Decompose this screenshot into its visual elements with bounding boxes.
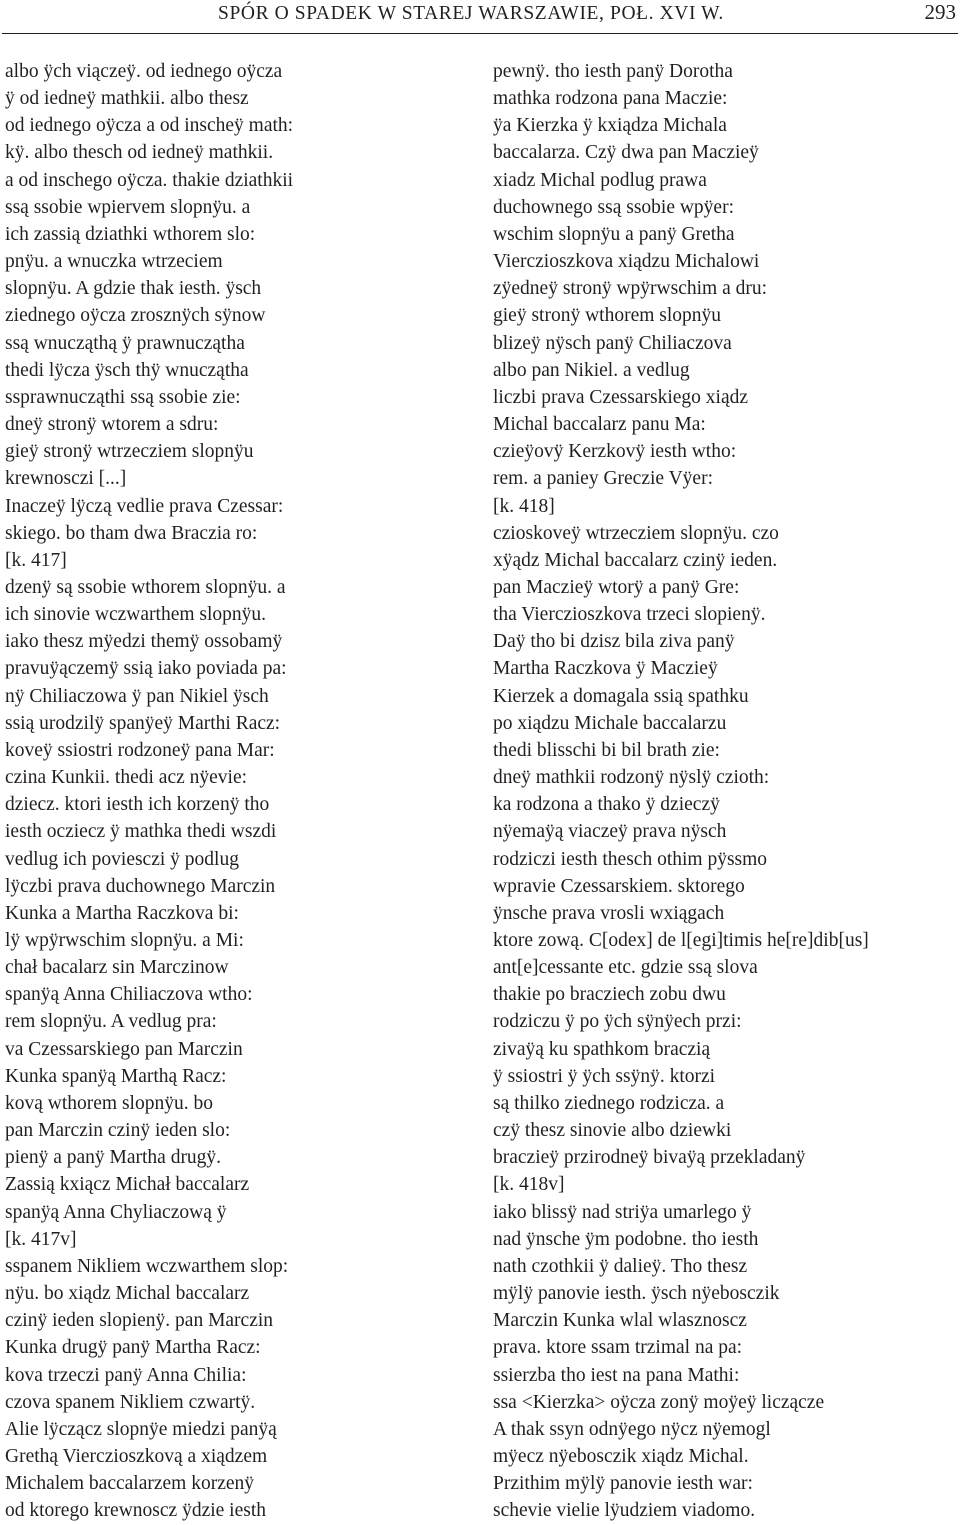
right-column-line: duchownego ssą ssobie wpÿer:	[493, 196, 734, 218]
left-column-line: pnÿu. a wnuczka wtrzeciem	[5, 251, 223, 273]
right-column-line: ssierzba tho iest na pana Mathi:	[493, 1364, 740, 1386]
left-column-line: Grethą Viercziоszkovą a xiądzem	[5, 1445, 268, 1467]
left-column-line: spanÿą Anna Chiliaczova wtho:	[5, 984, 253, 1006]
left-column-line: Kunka a Martha Raczkova bi:	[5, 902, 239, 924]
right-column-line: pewnÿ. tho iesth panÿ Dorotha	[493, 61, 733, 82]
left-column-line: ÿ od iedneÿ mathkii. albo thesz	[5, 88, 249, 110]
left-column-line: ssą ssobie wpiervem slopnÿu. a	[5, 196, 251, 218]
left-column-line: czinÿ ieden slopienÿ. pan Marczin	[5, 1310, 274, 1332]
left-column-line: czina Kunkii. thedi acz nÿevie:	[5, 767, 248, 789]
left-column-line: thedi lÿcza ÿsch thÿ wnuczątha	[5, 359, 249, 381]
right-column-line: Kierzek a domagala ssią spathku	[493, 685, 749, 707]
right-column-line: Daÿ tho bi dzisz bila ziva panÿ	[493, 631, 735, 653]
left-column-line: Alie lÿcząсz slopnÿe miedzi panÿą	[5, 1418, 277, 1440]
left-column-line: [k. 417]	[5, 549, 67, 571]
left-column-line: Kunka drugÿ panÿ Martha Racz:	[5, 1337, 261, 1359]
left-column-line: kova trzeczi panÿ Anna Chilia:	[5, 1364, 247, 1386]
left-column-line: ssprawnucząthi ssą ssobie zie:	[5, 386, 241, 408]
left-text-column	[5, 58, 445, 1524]
left-column-line: a od inschego oÿcza. thakie dziathkii	[5, 169, 294, 191]
left-column-line: chał bacalarz sin Marczinow	[5, 957, 229, 979]
running-header	[0, 0, 960, 34]
right-column-line: albo pan Nikiel. a vedlug	[493, 359, 690, 381]
right-column-line: ant[e]cessante etc. gdzie ssą slova	[493, 957, 758, 979]
right-column-line: Michal baccalarz panu Ma:	[493, 414, 706, 436]
left-column-line: skiego. bo tham dwa Braczia ro:	[5, 522, 258, 544]
right-column-line: nad ÿnsche ÿm podobne. tho iesth	[493, 1228, 759, 1250]
right-column-line: [k. 418]	[493, 495, 555, 517]
left-column-line: nÿu. bo xiądz Michal baccalarz	[5, 1283, 250, 1305]
right-column-line: ktore zową. C[odex] de l[egi]timis he[re]dib[us]	[493, 930, 869, 951]
right-column-line: ÿnsche prava vrosli wxiągach	[493, 902, 725, 924]
right-column-line: czÿ thesz sinovie albo dziewki	[493, 1120, 732, 1142]
right-column-line: wschim slopnÿu a panÿ Gretha	[493, 223, 735, 245]
left-column-line: ich sinovie wczwarthem slopnÿu.	[5, 604, 267, 626]
right-column-line: wpravie Czessarskiem. sktorego	[493, 875, 745, 897]
right-column-line: mathka rodzona pana Maczie:	[493, 88, 728, 110]
right-column-line: A thak ssyn odnÿego nÿcz nÿemogl	[493, 1418, 771, 1440]
left-column-line: Inaczeÿ lÿczą vedlie prava Czessar:	[5, 495, 284, 517]
right-column-line: Marczin Kunka wlal wlasznoscz	[493, 1310, 747, 1332]
left-column-line: od ktorego krewnoscz ÿdzie iesth	[5, 1500, 267, 1522]
right-column-line: [k. 418v]	[493, 1174, 565, 1196]
right-column-line: liczbi prava Czessarskiego xiądz	[493, 386, 749, 408]
left-column-line: sspanem Nikliem wczwarthem slop:	[5, 1255, 289, 1277]
left-column-line: Zassią kxiącz Michał baccalarz	[5, 1174, 250, 1196]
right-column-line: rodziczi iesth thesch othim pÿssmo	[493, 848, 768, 870]
running-header-title: SPÓR O SPADEK W STAREJ WARSZAWIE, POŁ. XVI W.	[218, 3, 724, 24]
right-column-line: braczieÿ przirodneÿ bivaÿą przekladanÿ	[493, 1147, 806, 1169]
right-column-line: czioskoveÿ wtrzecziem slopnÿu. czo	[493, 522, 779, 544]
right-column-line: prava. ktore ssam trzimal na pa:	[493, 1337, 743, 1359]
left-column-line: [k. 417v]	[5, 1228, 77, 1250]
header-rule	[2, 33, 958, 34]
left-column-line: lÿczbi prava duchownego Marczin	[5, 875, 276, 897]
right-column-line: ÿ ssiostri ÿ ÿch ssÿnÿ. ktorzi	[493, 1065, 716, 1087]
left-column-line: pienÿ a panÿ Martha drugÿ.	[5, 1147, 222, 1169]
left-column-line: albo ÿch viączeÿ. od iednego oÿcza	[5, 61, 283, 82]
right-column-line: blizeÿ nÿsch panÿ Chiliaczova	[493, 332, 732, 354]
left-column-line: pan Marczin czinÿ ieden slo:	[5, 1120, 231, 1142]
right-column-line: dneÿ mathkii rodzonÿ nÿslÿ czioth:	[493, 767, 770, 789]
right-column-line: Przithim mÿlÿ panovie iesth war:	[493, 1473, 753, 1495]
left-column-line: nÿ Chiliaczowa ÿ pan Nikiel ÿsch	[5, 685, 269, 707]
left-column-line: koveÿ ssiostri rodzoneÿ pana Mar:	[5, 739, 275, 761]
left-column-line: vedlug ich poviesczi ÿ podlug	[5, 848, 239, 870]
right-column-line: baccalarza. Czÿ dwa pan Maczieÿ	[493, 142, 759, 164]
right-column-line: thakie po bracziech zobu dwu	[493, 984, 726, 1006]
right-text-column	[493, 58, 955, 1524]
right-column-line: mÿecz nÿebosczik xiądz Michal.	[493, 1445, 749, 1467]
left-column-line: va Czessarskiego pan Marczin	[5, 1038, 243, 1060]
left-column-line: slopnÿu. A gdzie thak iesth. ÿsch	[5, 278, 262, 300]
left-column-line: kovą wthorem slopnÿu. bo	[5, 1092, 213, 1114]
right-column-line: Vierczioszkova xiądzu Michalowi	[493, 251, 760, 273]
left-column-line: czova spanem Nikliem czwartÿ.	[5, 1391, 256, 1413]
right-column-line: zivaÿą ku spathkom braczią	[493, 1038, 711, 1060]
left-column-line: ich zassią dziathki wthorem slo:	[5, 223, 256, 245]
right-column-line: po xiądzu Michale baccalarzu	[493, 712, 727, 734]
left-column-line: lÿ wpÿrwschim slopnÿu. a Mi:	[5, 930, 244, 951]
right-column-line: nath czothkii ÿ dalieÿ. Tho thesz	[493, 1255, 748, 1277]
right-column-line: xiadz Michal podlug prawa	[493, 169, 707, 191]
right-column-line: ssa <Kierzka> oÿcza zonÿ moÿeÿ liczącze	[493, 1391, 825, 1413]
right-column-line: gieÿ stronÿ wthorem slopnÿu	[493, 305, 722, 327]
left-column-line: dzenÿ są ssobie wthorem slopnÿu. a	[5, 576, 286, 598]
left-column-line: dneÿ stronÿ wtorem a sdru:	[5, 414, 219, 436]
right-column-line: schevie vielie lÿudziem viadomo.	[493, 1500, 756, 1522]
left-column-line: iako thesz mÿedzi themÿ ossobamÿ	[5, 631, 283, 653]
right-column-line: Martha Raczkova ÿ Maczieÿ	[493, 658, 718, 680]
left-column-line: gieÿ stronÿ wtrzecziem slopnÿu	[5, 441, 254, 463]
left-column-line: od iednego oÿcza a od inscheÿ math:	[5, 115, 294, 137]
left-column-line: Michalem baccalarzem korzenÿ	[5, 1473, 255, 1495]
right-column-line: tha Vierczioszkova trzeci slopienÿ.	[493, 604, 766, 626]
left-column-line: Kunka spanÿą Marthą Racz:	[5, 1065, 227, 1087]
left-column-line: ssą wnucząthą ÿ prawnuczątha	[5, 332, 245, 354]
page-number: 293	[924, 0, 956, 24]
right-column-line: pan Maczieÿ wtorÿ a panÿ Gre:	[493, 576, 740, 598]
left-column-line: iesth ocziecz ÿ mathka thedi wszdi	[5, 821, 277, 843]
right-column-line: rem. a paniey Greczie Vÿer:	[493, 468, 713, 490]
left-column-line: rem slopnÿu. A vedlug pra:	[5, 1011, 217, 1033]
right-column-line: xÿądz Michal baccalarz czinÿ ieden.	[493, 549, 778, 571]
left-column-line: pravuÿączemÿ ssią iako poviada pa:	[5, 658, 287, 680]
right-column-line: są thilko ziednego rodzicza. a	[493, 1092, 725, 1114]
right-column-line: thedi blisschi bi bil brath zie:	[493, 739, 720, 761]
right-column-line: ka rodzona a thako ÿ dzieczÿ	[493, 794, 720, 816]
right-column-line: ÿa Kierzka ÿ kxiądza Michala	[493, 115, 727, 137]
right-column-line: iako blissÿ nad striÿa umarlego ÿ	[493, 1201, 752, 1223]
right-column-line: czieÿovÿ Kerzkovÿ iesth wtho:	[493, 441, 737, 463]
right-column-line: nÿemaÿą viaczeÿ prava nÿsch	[493, 821, 727, 843]
left-column-line: ziednego oÿcza zrosznÿch sÿnow	[5, 305, 266, 327]
left-column-line: spanÿą Anna Chyliaczową ÿ	[5, 1201, 227, 1223]
left-column-line: ssią urodzilÿ spanÿeÿ Marthi Racz:	[5, 712, 281, 734]
right-column-line: rodziczu ÿ po ÿch sÿnÿech przi:	[493, 1011, 742, 1033]
right-column-line: mÿlÿ panovie iesth. ÿsch nÿebosczik	[493, 1283, 780, 1305]
right-column-line: zÿedneÿ stronÿ wpÿrwschim a dru:	[493, 278, 768, 300]
left-column-line: kÿ. albo thesch od iedneÿ mathkii.	[5, 142, 274, 164]
left-column-line: krewnosczi [...]	[5, 468, 127, 490]
left-column-line: dziecz. ktori iesth ich korzenÿ tho	[5, 794, 270, 816]
